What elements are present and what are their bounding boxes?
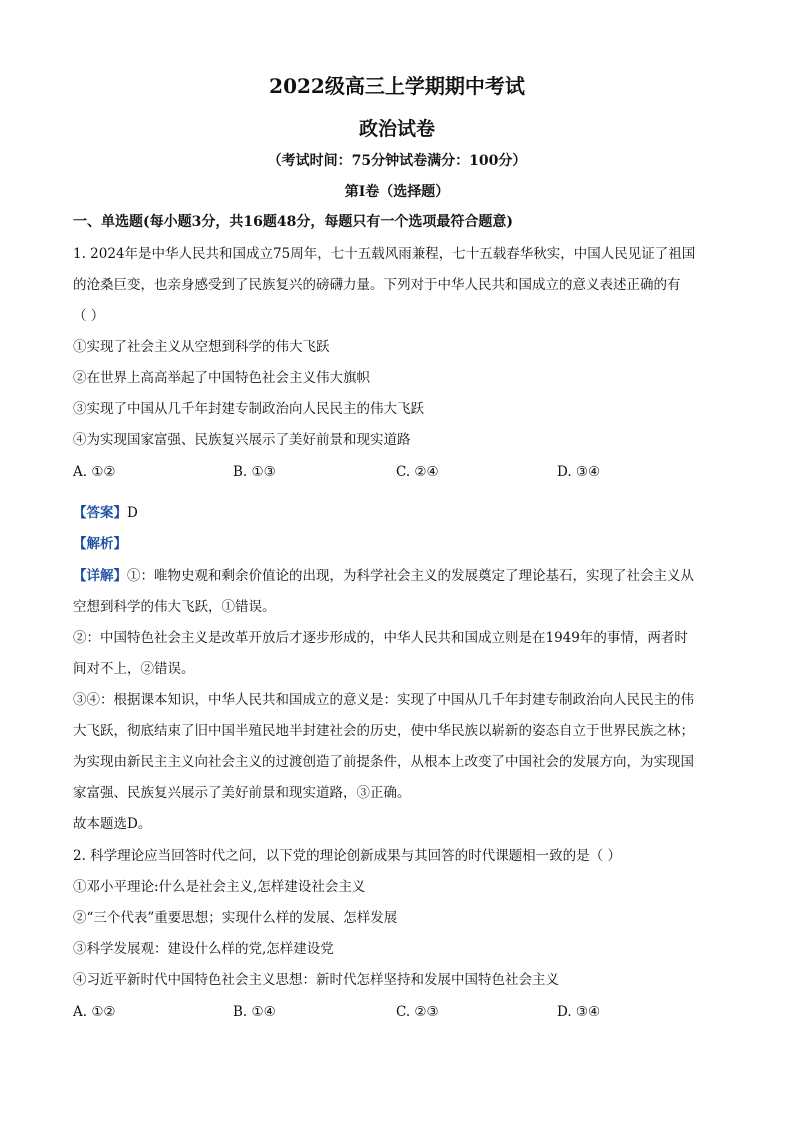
q1-detail-line6: 大飞跃，彻底结束了旧中国半殖民地半封建社会的历史，使中华民族以崭新的姿态自立于世界民族之林； <box>73 723 694 739</box>
detail-text: ①：唯物史观和剩余价值论的出现，为科学社会主义的发展奠定了理论基石，实现了社会主义从 <box>127 568 694 584</box>
q1-option-a: A. ①② <box>73 464 116 480</box>
exam-info: （考试时间：75分钟试卷满分：100分） <box>267 153 527 169</box>
q1-analysis <box>73 534 733 554</box>
q1-item-4: ④为实现国家富强、民族复兴展示了美好前景和现实道路 <box>73 432 411 448</box>
q1-item-1: ①实现了社会主义从空想到科学的伟大飞跃 <box>73 339 330 355</box>
answer-tag: 【答案】 <box>73 505 127 521</box>
q2-option-b: B. ①④ <box>233 1004 276 1020</box>
q1-detail-line5: ③④：根据课本知识，中华人民共和国成立的意义是：实现了中国从几千年封建专制政治向人民民主的伟 <box>73 692 694 708</box>
detail-tag: 【详解】 <box>73 568 127 584</box>
subject-title: 政治试卷 <box>358 118 435 140</box>
q2-option-d: D. ③④ <box>557 1004 601 1020</box>
q1-detail-line7: 为实现由新民主主义向社会主义的过渡创造了前提条件，从根本上改变了中国社会的发展方向，为实现国 <box>73 754 694 770</box>
q2-option-a: A. ①② <box>73 1004 116 1020</box>
q1-detail-line1 <box>73 566 733 586</box>
part-title: 第Ⅰ卷（选择题） <box>344 184 450 200</box>
q2-item-1: ①邓小平理论:什么是社会主义,怎样建设社会主义 <box>73 879 366 895</box>
q1-conclusion: 故本题选D。 <box>73 816 152 832</box>
q1-stem-line3: （ ） <box>73 308 105 324</box>
q1-option-b: B. ①③ <box>233 464 276 480</box>
q1-item-2: ②在世界上高高举起了中国特色社会主义伟大旗帜 <box>73 370 370 386</box>
q2-item-3: ③科学发展观：建设什么样的党,怎样建设党 <box>73 941 334 957</box>
q1-detail-line3: ②：中国特色社会主义是改革开放后才逐步形成的，中华人民共和国成立则是在1949年的事情，两者时 <box>73 630 688 646</box>
q1-detail-line2: 空想到科学的伟大飞跃，①错误。 <box>73 599 276 615</box>
q2-stem: 2. 科学理论应当回答时代之问，以下党的理论创新成果与其回答的时代课题相一致的是（ ） <box>73 848 621 864</box>
section-heading: 一、单选题(每小题3分，共16题48分，每题只有一个选项最符合题意) <box>73 214 513 230</box>
exam-title: 2022级高三上学期期中考试 <box>269 74 525 98</box>
answer-value: D <box>127 505 138 521</box>
q1-detail-line8: 家富强、民族复兴展示了美好前景和现实道路，③正确。 <box>73 785 411 801</box>
q1-answer <box>73 503 733 523</box>
q1-option-c: C. ②④ <box>396 464 439 480</box>
analysis-tag: 【解析】 <box>73 536 127 552</box>
q1-stem-line2: 的沧桑巨变，也亲身感受到了民族复兴的磅礴力量。下列对于中华人民共和国成立的意义表述正确的有 <box>73 277 681 293</box>
q2-option-c: C. ②③ <box>396 1004 439 1020</box>
q1-item-3: ③实现了中国从几千年封建专制政治向人民民主的伟大飞跃 <box>73 401 424 417</box>
q2-item-4: ④习近平新时代中国特色社会主义思想：新时代怎样坚持和发展中国特色社会主义 <box>73 972 559 988</box>
q1-option-d: D. ③④ <box>557 464 601 480</box>
q1-stem-line1: 1. 2024年是中华人民共和国成立75周年，七十五载风雨兼程，七十五载春华秋实，中国人民见证了祖国 <box>73 246 696 262</box>
q1-detail-line4: 间对不上，②错误。 <box>73 661 195 677</box>
q2-item-2: ②“三个代表”重要思想；实现什么样的发展、怎样发展 <box>73 910 398 926</box>
